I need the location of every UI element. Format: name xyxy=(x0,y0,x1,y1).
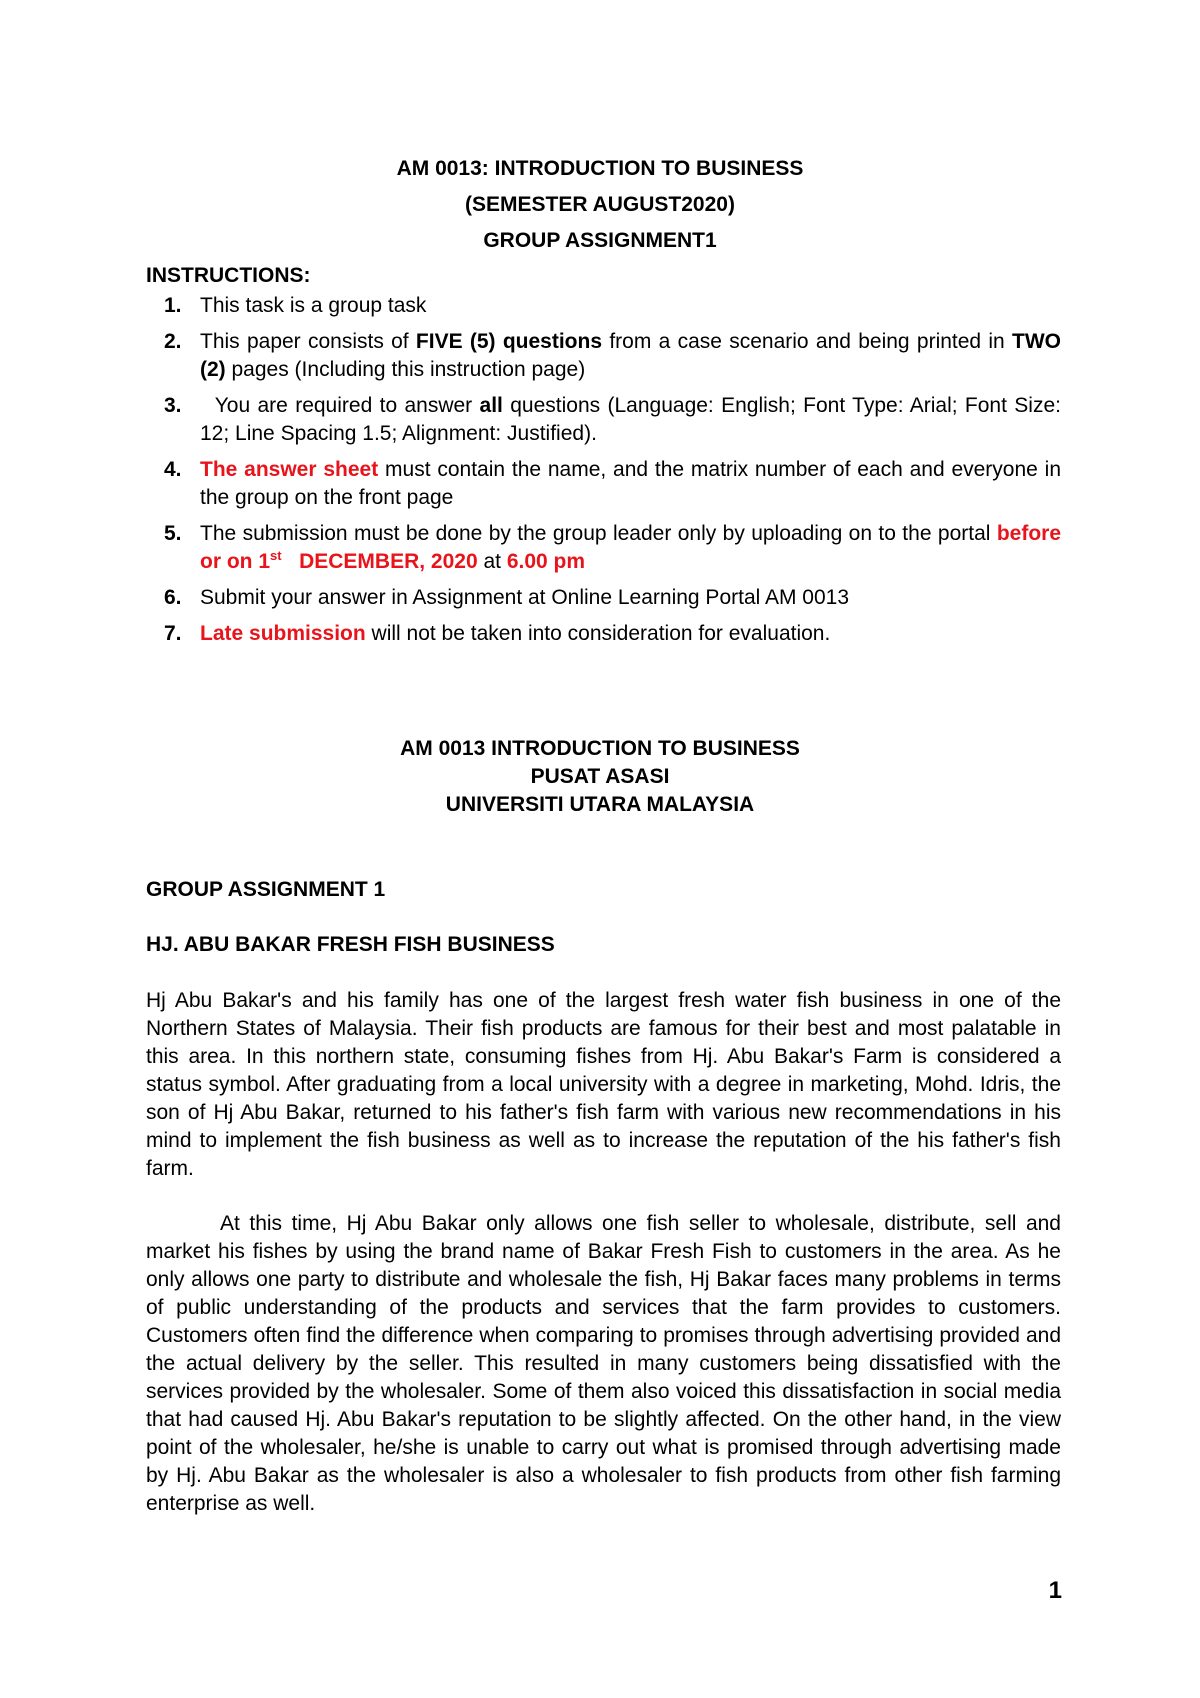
instruction-item xyxy=(146,328,1061,384)
course-title: AM 0013: INTRODUCTION TO BUSINESS xyxy=(396,157,804,180)
case-paragraph: Hj Abu Bakar's and his family has one of the largest fresh water fish business in one of the Northern States of Malaysia. Their fish products are famous for their best and most palatable in this area. In this northern state, consuming fishes from Hj. Abu Bakar's Farm is considered a status symbol. After graduating from a local university with a degree in marketing, Mohd. Idris, the son of Hj Abu Bakar, returned to his father's fish farm with various new recommendations in his mind to implement the fish business as well as to increase the reputation of the his father's fish farm. xyxy=(146,989,1061,1180)
instruction-number: 2. xyxy=(164,330,182,353)
instruction-number: 3. xyxy=(164,394,182,417)
instruction-number: 5. xyxy=(164,522,182,545)
case-paragraph: At this time, Hj Abu Bakar only allows one fish seller to wholesale, distribute, sell and market his fishes by using the brand name of Bakar Fresh Fish to customers in the area. As he only allows one party to distribute and wholesale the fish, Hj Bakar faces many problems in terms of public understanding of the products and services that the farm provides to customers. Customers often find the difference when comparing to promises through advertising provided and the actual delivery by the seller. This resulted in many customers being dissatisfied with the services provided by the wholesaler. Some of them also voiced this dissatisfaction in social media that had caused Hj. Abu Bakar's reputation to be slightly affected. On the other hand, in the view point of the wholesaler, he/she is unable to carry out what is promised through advertising made by Hj. Abu Bakar as the wholesaler is also a wholesaler to fish products from other fish farming enterprise as well. xyxy=(146,1212,1061,1515)
instruction-text: This paper consists of xyxy=(200,330,416,353)
instruction-bold: TWO (2) xyxy=(200,330,1062,381)
instruction-text: Submit your answer in Assignment at Online Learning Portal AM 0013 xyxy=(200,586,850,609)
instruction-highlight: Late submission xyxy=(200,622,366,645)
instruction-text: must contain the name, and the matrix number of each and everyone in the group on the front page xyxy=(200,458,1061,509)
instruction-text: pages (Including this instruction page) xyxy=(225,358,586,381)
instruction-bold: all xyxy=(479,394,503,417)
centre-name-heading: PUSAT ASASI xyxy=(530,765,670,788)
instruction-item xyxy=(146,620,1061,648)
assignment-line: GROUP ASSIGNMENT1 xyxy=(483,229,717,252)
instruction-number: 4. xyxy=(164,458,182,481)
instruction-bold: FIVE (5) questions xyxy=(415,330,603,353)
course-name-heading: AM 0013 INTRODUCTION TO BUSINESS xyxy=(400,737,800,760)
instruction-text: from a case scenario and being printed in xyxy=(602,330,1013,353)
instruction-number: 1. xyxy=(164,294,182,317)
deadline-highlight: DECEMBER, 2020 xyxy=(281,550,478,573)
instructions-heading: INSTRUCTIONS: xyxy=(146,264,311,287)
instruction-text: This task is a group task xyxy=(200,294,427,317)
instruction-text: questions (Language: English; Font Type: Arial; Font Size: 12; Line Spacing 1.5; Alignment: Justified). xyxy=(200,394,1061,445)
case-heading: HJ. ABU BAKAR FRESH FISH BUSINESS xyxy=(146,933,555,956)
instructions-list xyxy=(146,292,1061,656)
instruction-item xyxy=(146,392,1061,448)
instruction-item xyxy=(146,456,1061,512)
instruction-item xyxy=(146,292,1061,320)
instruction-number: 7. xyxy=(164,622,182,645)
semester-line: (SEMESTER AUGUST2020) xyxy=(465,193,735,216)
instruction-text: will not be taken into consideration for evaluation. xyxy=(365,622,831,645)
instruction-number: 6. xyxy=(164,586,182,609)
instruction-item xyxy=(146,584,1061,612)
instruction-text: at xyxy=(477,550,507,573)
deadline-highlight: before or on 1 xyxy=(200,522,1061,573)
assignment-heading: GROUP ASSIGNMENT 1 xyxy=(146,878,386,901)
deadline-ordinal: st xyxy=(270,548,282,563)
university-name-heading: UNIVERSITI UTARA MALAYSIA xyxy=(445,793,755,816)
page-number: 1 xyxy=(1048,1577,1062,1604)
instruction-item xyxy=(146,520,1061,576)
deadline-time: 6.00 pm xyxy=(506,550,586,573)
instruction-text: The submission must be done by the group leader only by uploading on to the portal xyxy=(200,522,997,545)
instruction-highlight: The answer sheet xyxy=(200,458,379,481)
instruction-text: You are required to answer xyxy=(200,394,480,417)
